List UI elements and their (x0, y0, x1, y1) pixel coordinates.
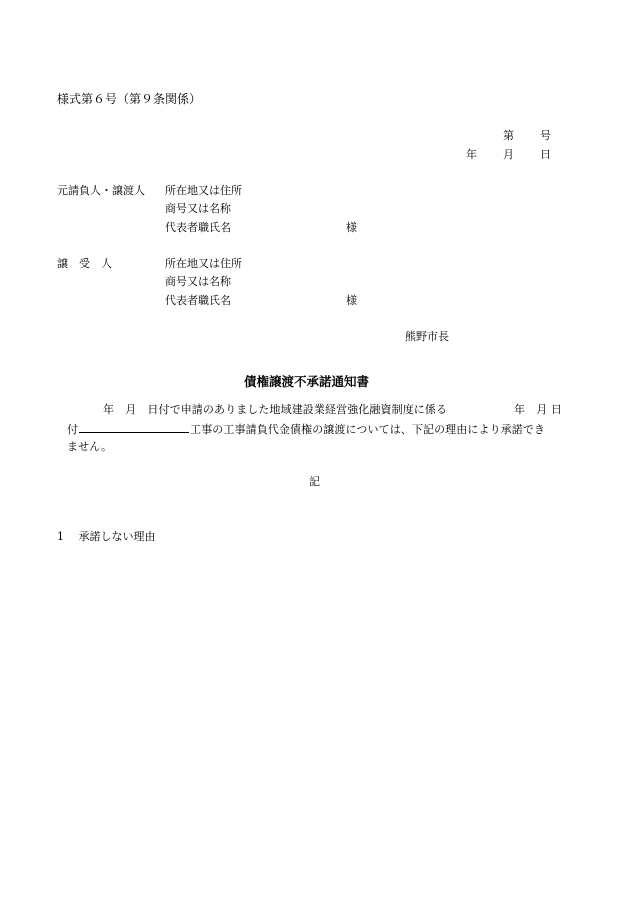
assignor-rep-label: 代表者職氏名 (165, 221, 231, 234)
blank-underline (79, 422, 189, 433)
assignor-address-label: 所在地又は住所 (165, 184, 242, 197)
body-line2 (67, 422, 545, 435)
body-line1-b: 年 月 日 (514, 403, 562, 416)
body-line1-a: 年 月 日付で申請のありました地域建設業経営強化融資制度に係る (103, 403, 448, 416)
date-year: 年 (466, 148, 477, 161)
date-day: 日 (540, 148, 551, 161)
assignee-company-label: 商号又は名称 (165, 275, 231, 288)
assignor-company-label: 商号又は名称 (165, 202, 231, 215)
date-month: 月 (503, 148, 514, 161)
assignee-address-label: 所在地又は住所 (165, 257, 242, 270)
doc-number-dai: 第 (503, 129, 514, 142)
issuer: 熊野市長 (405, 330, 449, 343)
document-title: 債権譲渡不承諾通知書 (244, 374, 370, 389)
doc-number-go: 号 (540, 129, 551, 142)
form-number: 様式第６号（第９条関係） (57, 92, 202, 106)
assignor-label: 元請負人・譲渡人 (57, 184, 145, 197)
ki-label: 記 (309, 475, 320, 488)
assignor-honorific: 様 (346, 221, 357, 234)
assignee-label: 譲 受 人 (57, 257, 112, 270)
assignee-honorific: 様 (346, 294, 357, 307)
assignee-rep-label: 代表者職氏名 (165, 294, 231, 307)
body-line2-b: 工事の工事請負代金債権の譲渡については、下記の理由により承諾でき (190, 423, 546, 436)
body-line2-a: 付 (67, 423, 79, 436)
item-1-reason: 1 承諾しない理由 (57, 530, 156, 543)
body-line3: ません。 (67, 440, 113, 453)
